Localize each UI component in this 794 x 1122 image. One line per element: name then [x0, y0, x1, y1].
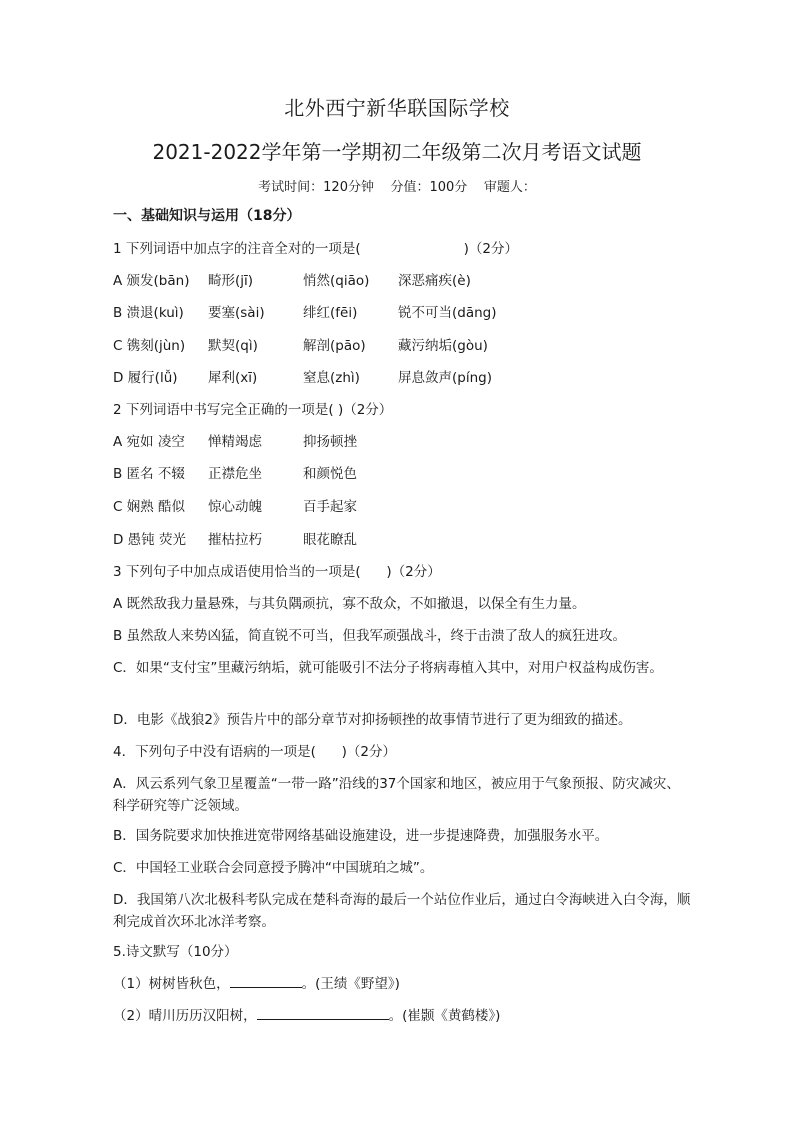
q1-option-c — [113, 335, 488, 357]
option-item: 畸形(jī) — [208, 273, 254, 289]
option-item: 摧枯拉朽 — [208, 532, 262, 548]
q1-option-d — [113, 367, 492, 389]
option-item: 解剖(pāo) — [303, 338, 366, 354]
option-item: C 镌刻(jùn) — [113, 338, 186, 354]
option-item: 默契(qì) — [208, 338, 258, 354]
answer-blank[interactable] — [257, 1005, 389, 1020]
poem-prefix: （2）晴川历历汉阳树， — [113, 1008, 257, 1024]
q2-option-d — [113, 529, 357, 551]
option-item: 正襟危坐 — [208, 466, 262, 482]
option-item: D 履行(lǚ) — [113, 370, 178, 386]
poem-suffix: 。(王绩《野望》) — [301, 976, 400, 992]
q5-item-2 — [113, 1005, 500, 1027]
exam-info: 考试时间：120分钟 分值：100分 审题人： — [258, 180, 536, 195]
option-item: 悄然(qiāo) — [303, 273, 370, 289]
option-item: 眼花瞭乱 — [303, 532, 357, 548]
q4-option-b: B．国务院要求加快推进宽带网络基础设施建设，进一步提速降费，加强服务水平。 — [113, 828, 609, 844]
school-name: 北外西宁新华联国际学校 — [284, 96, 510, 120]
q3-option-c: C．如果“支付宝”里藏污纳垢，就可能吸引不法分子将病毒植入其中，对用户权益构成伤害。 — [113, 660, 663, 676]
q4-option-d: D．我国第八次北极科考队完成在楚科奇海的最后一个站位作业后，通过白令海峡进入白令海，顺利完成首次环北冰洋考察。 — [113, 892, 691, 930]
q2-option-b — [113, 463, 357, 485]
option-item: 藏污纳垢(gòu) — [398, 338, 488, 354]
option-item: 深恶痛疾(è) — [398, 273, 471, 289]
option-item: B 溃退(kuì) — [113, 305, 184, 321]
option-item: C 娴熟 酷似 — [113, 499, 186, 515]
poem-suffix: 。(崔颢《黄鹤楼》) — [388, 1008, 501, 1024]
option-item: 惮精竭虑 — [208, 434, 262, 450]
q2-option-c — [113, 496, 357, 518]
option-item: B 匿名 不辍 — [113, 466, 185, 482]
option-item: 绯红(fēi) — [303, 305, 358, 321]
q2-stem: 2 下列词语中书写完全正确的一项是( )（2分） — [113, 402, 393, 418]
q5-item-1 — [113, 973, 400, 995]
option-item: 和颜悦色 — [303, 466, 357, 482]
option-item: 抑扬顿挫 — [303, 434, 357, 450]
q4-stem: 4．下列句子中没有语病的一项是( )（2分） — [113, 744, 396, 760]
option-item: 百手起家 — [303, 499, 357, 515]
poem-prefix: （1）树树皆秋色， — [113, 976, 230, 992]
q4-option-c: C．中国轻工业联合会同意授予腾冲“中国琥珀之城”。 — [113, 860, 434, 876]
option-item: 窒息(zhì) — [303, 370, 360, 386]
option-item: 要塞(sài) — [208, 305, 265, 321]
q3-stem: 3 下列句子中加点成语使用恰当的一项是( )（2分） — [113, 564, 441, 580]
option-item: A 颁发(bān) — [113, 273, 190, 289]
q5-stem: 5.诗文默写（10分） — [113, 944, 238, 960]
q1-stem: 1 下列词语中加点字的注音全对的一项是( )（2分） — [113, 241, 518, 257]
section-title: 一、基础知识与运用（18分） — [113, 208, 301, 224]
q3-option-a: A 既然敌我力量悬殊，与其负隅顽抗，寡不敌众，不如撤退，以保全有生力量。 — [113, 596, 586, 612]
option-item: 犀利(xī) — [208, 370, 258, 386]
q1-option-a — [113, 270, 471, 292]
option-item: D 愚钝 荧光 — [113, 532, 186, 548]
q3-option-d: D．电影《战狼2》预告片中的部分章节对抑扬顿挫的故事情节进行了更为细致的描述。 — [113, 712, 632, 728]
option-item: A 宛如 凌空 — [113, 434, 185, 450]
q4-option-a: A．风云系列气象卫星覆盖“一带一路”沿线的37个国家和地区，被应用于气象预报、防灾减灾、科学研究等广泛领域。 — [113, 776, 680, 814]
option-item: 惊心动魄 — [208, 499, 262, 515]
option-item: 锐不可当(dāng) — [398, 305, 497, 321]
q3-option-b: B 虽然敌人来势凶猛，简直锐不可当，但我军顽强战斗，终于击溃了敌人的疯狂进攻。 — [113, 628, 627, 644]
q1-option-b — [113, 302, 497, 324]
exam-title: 2021-2022学年第一学期初二年级第二次月考语文试题 — [152, 140, 642, 164]
q2-option-a — [113, 431, 357, 453]
option-item: 屏息敛声(píng) — [398, 370, 492, 386]
answer-blank[interactable] — [230, 973, 302, 988]
